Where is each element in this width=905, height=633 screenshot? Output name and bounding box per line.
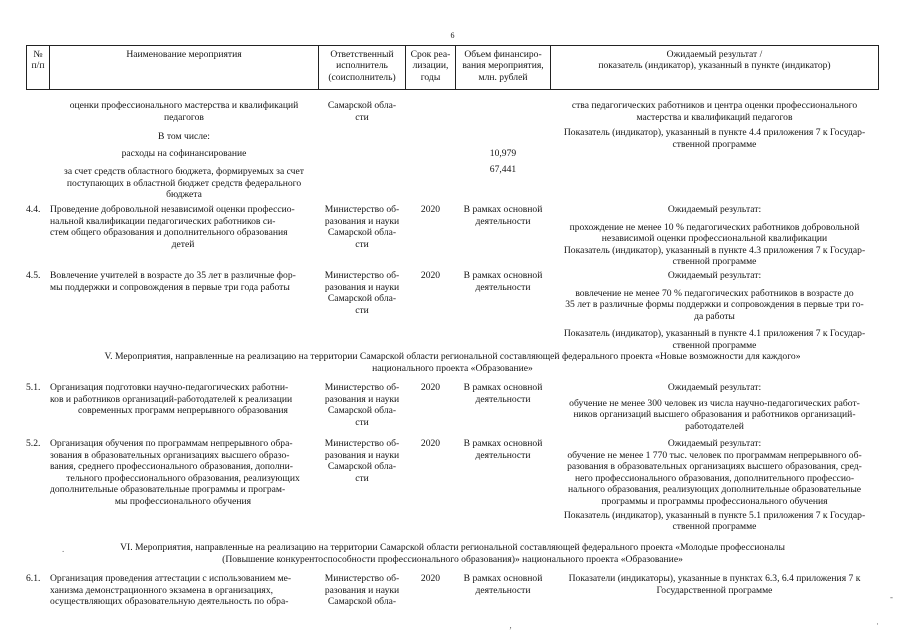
row-number: 5.1. xyxy=(26,382,41,393)
section-heading: V. Мероприятия, направленные на реализацию на территории Самарской области региональной составляющей федерального проекта «Новые возможности для каждого» национального проекта «Образование» xyxy=(104,351,801,374)
row-term: 2020 xyxy=(420,270,441,281)
row-name: Проведение добровольной независимой оценки профессио- нальной квалификации педагогических работников си- стем общего образования и дополнительного образования детей xyxy=(50,204,295,250)
header-responsible: Ответственный исполнитель (соисполнитель) xyxy=(328,49,396,83)
row-number: 4.5. xyxy=(26,270,41,281)
header-result: Ожидаемый результат / показатель (индикатор), указанный в пункте (индикатор) xyxy=(598,49,831,72)
row-term: 2020 xyxy=(420,204,441,215)
header-financing: Объем финансиро- вания мероприятия, млн. рублей xyxy=(462,49,544,83)
row-name: Организация проведения аттестации с использованием ме- ханизма демонстрационного экзамена в организациях, осуществляющих образовательную деятельность по обра- xyxy=(50,573,292,608)
cofinancing-label: расходы на софинансирование xyxy=(121,148,247,159)
row-name: Организация обучения по программам непрерывного обра- зования в образовательных организациях высшего образо- вания, среднего профессионального образования, дополни- тельного профессионального образования, реализующих дополнительные образовательные программы и програм- мы профессионального обучения xyxy=(50,438,300,507)
header-bottom-rule xyxy=(26,89,879,90)
header-num: № п/п xyxy=(31,49,45,72)
cont-indicator: Показатель (индикатор), указанный в пункте 4.4 приложения 7 к Государ- ственной программе xyxy=(563,127,866,150)
header-divider xyxy=(878,45,879,90)
row-responsible: Министерство об- разования и науки Самарской обла- сти xyxy=(324,270,400,316)
row-responsible: Министерство об- разования и науки Самарской обла- сти xyxy=(324,204,400,250)
scan-mark: . xyxy=(62,544,65,554)
section-heading: VI. Мероприятия, направленные на реализацию на территории Самарской области региональной составляющей федерального проекта «Молодые профессионалы (Повышение конкурентоспособности профессионального образования)» национального проекта «Образование» xyxy=(120,542,785,565)
row-financing: В рамках основной деятельности xyxy=(463,573,543,596)
scan-mark: - xyxy=(890,592,893,602)
row-name: Организация подготовки научно-педагогических работни- ков и работников организаций-работодателей к реализации современных программ непрерывного образования xyxy=(50,382,293,417)
row-result: Ожидаемый результат: вовлечение не менее 70 % педагогических работников в возрасте до 35 лет в различные формы поддержки и сопровождения в первые три го- да работы Показатель (индикатор), указанный в пункте 4.1 приложения 7 к Государ- ственной программе xyxy=(563,270,866,351)
regional-budget-label: за счет средств областного бюджета, формируемых за счет поступающих в областной бюджет средств федерального бюджета xyxy=(64,166,304,201)
row-term: 2020 xyxy=(420,438,441,449)
row-result: Показатели (индикаторы), указанные в пунктах 6.3, 6.4 приложения 7 к Государственной программе xyxy=(568,573,861,596)
row-result: Ожидаемый результат: прохождение не менее 10 % педагогических работников добровольной независимой оценки профессиональной квалификации Показатель (индикатор), указанный в пункте 4.3 приложения 7 к Государ- ственной программе xyxy=(563,204,866,268)
row-name: Вовлечение учителей в возрасте до 35 лет в различные фор- мы поддержки и сопровождения в первые три года работы xyxy=(50,270,296,293)
page-number: 6 xyxy=(450,31,455,40)
row-number: 4.4. xyxy=(26,204,41,215)
header-term: Срок реа- лизации, годы xyxy=(410,49,451,83)
scan-mark: · xyxy=(876,619,879,629)
header-top-rule xyxy=(26,45,879,46)
row-financing: В рамках основной деятельности xyxy=(463,270,543,293)
row-result: Ожидаемый результат: обучение не менее 300 человек из числа научно-педагогических работ- ников организаций высшего образования и работников организаций- работодателей xyxy=(569,382,860,432)
regional-budget-value: 67,441 xyxy=(489,164,517,175)
row-financing: В рамках основной деятельности xyxy=(463,204,543,227)
row-number: 6.1. xyxy=(26,573,41,584)
row-responsible: Министерство об- разования и науки Самарской обла- xyxy=(324,573,400,608)
row-number: 5.2. xyxy=(26,438,41,449)
row-responsible: Министерство об- разования и науки Самарской обла- сти xyxy=(324,438,400,484)
cont-responsible: Самарской обла- сти xyxy=(327,100,397,123)
header-name: Наименование мероприятия xyxy=(126,49,242,60)
cont-result: ства педагогических работников и центра оценки профессионального мастерства и квалификаций педагогов xyxy=(571,100,858,123)
row-financing: В рамках основной деятельности xyxy=(463,438,543,461)
cont-name: оценки профессионального мастерства и квалификаций педагогов xyxy=(69,100,299,123)
scan-mark: ‚ xyxy=(509,620,512,630)
row-term: 2020 xyxy=(420,382,441,393)
row-financing: В рамках основной деятельности xyxy=(463,382,543,405)
row-result: Ожидаемый результат: обучение не менее 1 770 тыс. человек по программам непрерывного об- разования в образовательных организациях высшего образования, сред- него профессионального образования, дополнительного профессио- нального образования, реализующих дополнительные образовательные программы и программы профессионального обучения Показатель (индикатор), указанный в пункте 5.1 приложения 7 к Государ- ственной программе xyxy=(563,438,866,533)
row-term: 2020 xyxy=(420,573,441,584)
row-responsible: Министерство об- разования и науки Самарской обла- сти xyxy=(324,382,400,428)
cofinancing-value: 10,979 xyxy=(489,148,517,159)
including-label: В том числе: xyxy=(158,131,210,142)
